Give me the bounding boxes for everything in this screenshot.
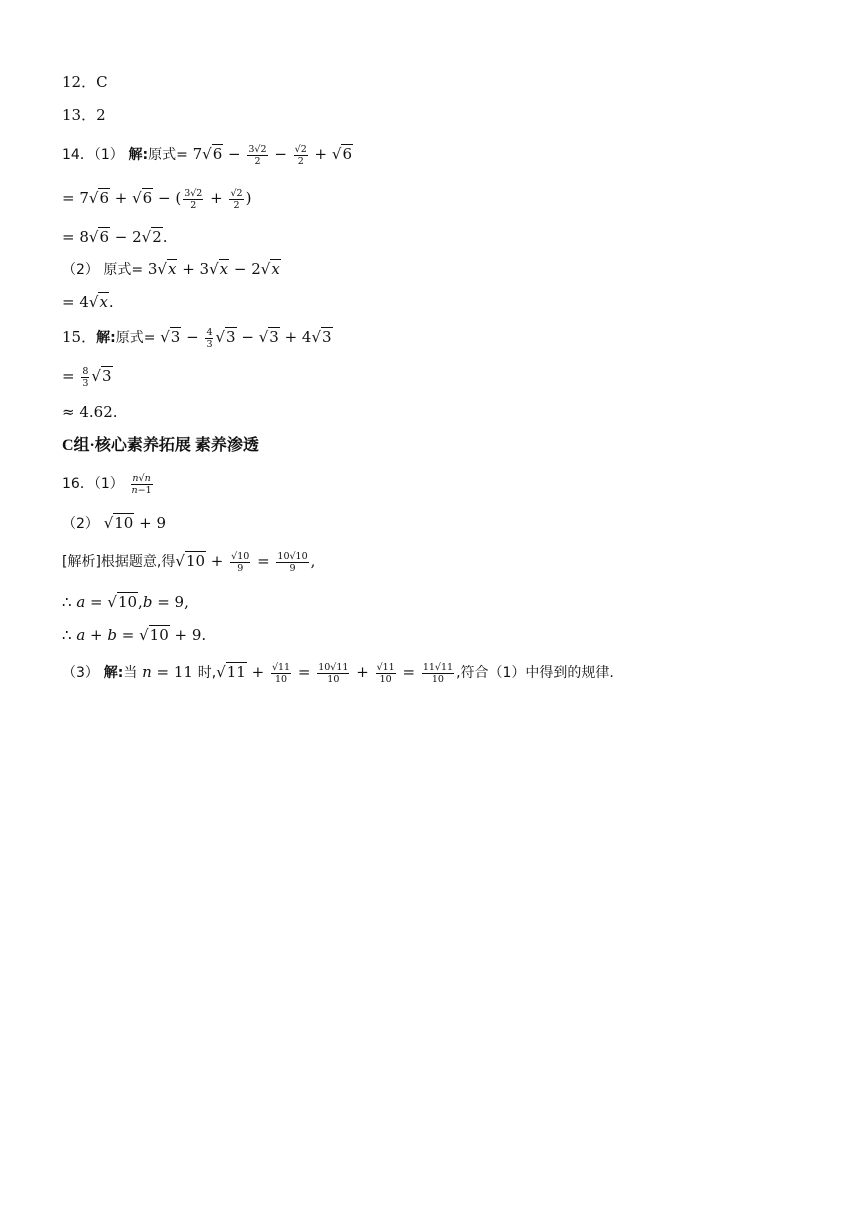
answer-16-1: 16．（1） $\frac{n√n}{n-1}$	[62, 472, 152, 496]
answer-14-1-step2: = 7√6 + √6 − ( $\frac{3√2}{2}$ + $\frac{√2}{2}$ )	[62, 187, 252, 211]
answer-16-2: （2） √10 + 9	[62, 514, 167, 532]
answer-16-analysis: [解析]根据题意,得√10 + $\frac{√10}{9}$ = $\frac{10√10}{9}$ ,	[62, 550, 316, 574]
answer-16-therefore-2: ∴ a + b = √10 + 9.	[62, 626, 207, 644]
answer-16-therefore-1: ∴ a = √10,b = 9,	[62, 593, 189, 611]
answer-14-2: （2） 原式= 3√x + 3√x − 2√x	[62, 260, 280, 278]
answer-15-step2: = $\frac{8}{3}$ √3	[62, 365, 112, 389]
answer-14-1-step3: = 8√6 − 2√2.	[62, 228, 168, 246]
answer-15: 15．解:原式= √3 − $\frac{4}{3}$ √3 − √3 + 4√3	[62, 326, 332, 350]
answer-13: 13．2	[62, 106, 106, 124]
answer-14-1: 14．（1） 解:原式= 7√6 − $\frac{3√2}{2}$ − $\frac{√2}{2}$ + √6	[62, 143, 352, 167]
answer-12: 12．C	[62, 73, 108, 91]
section-heading: C组·核心素养拓展 素养渗透	[62, 437, 259, 454]
answer-14-2-step2: = 4√x.	[62, 293, 114, 311]
answer-16-3: （3） 解:当 n = 11 时,√11 + $\frac{√11}{10}$ = $\frac{10√11}{10}$ + $\frac{√11}{10}$ = $\frac{11√11}{10}$ ,符合（1）中得到的规律.	[62, 661, 614, 685]
answer-15-step3: ≈ 4.62.	[62, 403, 118, 421]
